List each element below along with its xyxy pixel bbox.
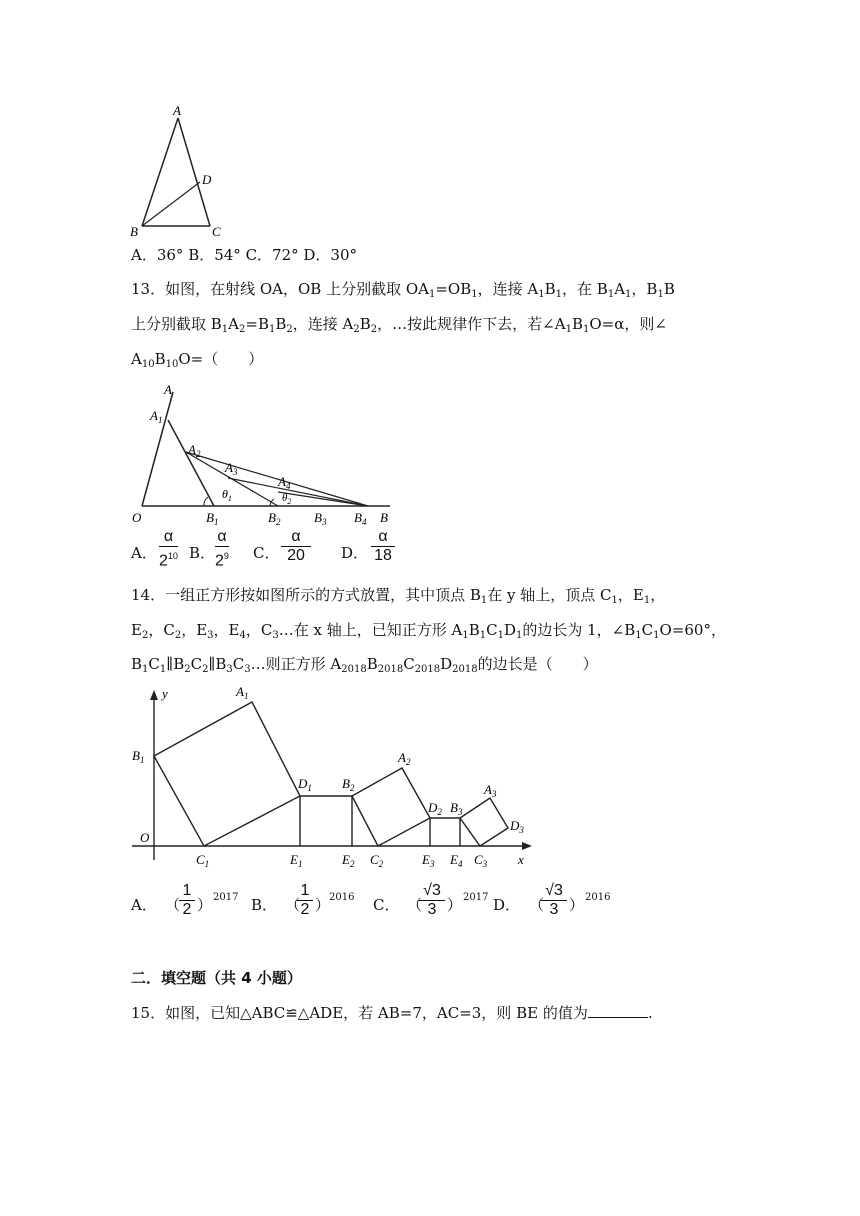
q14-options: A． （ $\frac{1}{2}$ ） 2017 B． （ $\frac{1}{2}$ ） 2016 C． （ $\frac{√3}{3}$ ） 2017 D． （ $\frac{√3}{3}$ ） 2016	[131, 882, 611, 918]
q12-triangle-figure	[128, 100, 238, 240]
svg-text:θ1: $\theta_1$	[222, 487, 232, 503]
svg-text:E2: $E_2$	[342, 852, 355, 869]
section-heading: 二．填空题（共 4 小题）	[131, 969, 302, 987]
q14-text-line-2: $E_2$，$C_2$，$E_3$，$E_4$，$C_3\dots$在 x 轴上，已知正方形 $A_1B_1C_1D_1$的边长为 1，$\angle B_1C_1O=60^\circ$，	[131, 621, 726, 641]
svg-text:A3: $A_3$	[225, 460, 238, 477]
svg-text:B1: $B_1$	[132, 748, 145, 765]
q13-text-line-1: 13．如图，在射线 OA，OB 上分别截取 $OA_1=OB_1$，连接 $A_1B_1$，在 $B_1A_1$，$B_1B$	[131, 280, 675, 300]
svg-text:B: B	[380, 510, 388, 525]
svg-text:B2: $B_2$	[342, 776, 355, 793]
svg-text:A1: $A_1$	[150, 408, 163, 425]
q12-label-b: B	[130, 224, 138, 239]
svg-text:B3: $B_3$	[450, 800, 463, 817]
svg-text:B2: $B_2$	[268, 510, 281, 525]
svg-text:x: x	[518, 852, 524, 867]
svg-text:A: A	[164, 382, 172, 397]
svg-text:C1: $C_1$	[196, 852, 210, 869]
svg-text:A2: $A_2$	[188, 442, 201, 459]
svg-text:B4: $B_4$	[354, 510, 367, 525]
q12-label-a: A	[173, 103, 181, 118]
q13-text-line-3: $A_{10}B_{10}O=$（ ）	[131, 350, 264, 370]
q12-options: A．36° B．54° C．72° D．30°	[131, 246, 358, 264]
q13-ray-figure	[128, 380, 398, 525]
q15-text: 15．如图，已知△ABC≌△ADE，若 AB=7，AC=3，则 BE 的值为 .	[131, 1004, 653, 1022]
svg-text:y: y	[162, 686, 168, 701]
svg-text:D1: $D_1$	[298, 776, 312, 793]
svg-text:E1: $E_1$	[290, 852, 303, 869]
q12-label-c: C	[212, 224, 221, 239]
svg-text:B1: $B_1$	[206, 510, 219, 525]
svg-text:D3: $D_3$	[510, 818, 524, 835]
svg-text:D2: $D_2$	[428, 800, 442, 817]
svg-text:θ2: $\theta_2$	[282, 492, 292, 506]
answer-blank[interactable]	[588, 1003, 648, 1018]
svg-text:B3: $B_3$	[314, 510, 327, 525]
q14-text-line-3: $B_1C_1\parallel B_2C_2\parallel B_3C_3\dots$则正方形 $A_{2018}B_{2018}C_{2018}D_{2018}$的边长是（ ）	[131, 655, 598, 675]
svg-text:O: O	[140, 830, 150, 845]
svg-text:O: O	[132, 510, 142, 525]
q13-text-line-2: 上分别截取 $B_1A_2=B_1B_2$，连接 $A_2B_2$，…按此规律作下去，若$\angle A_1B_1O=\alpha$，则∠	[131, 315, 667, 335]
svg-text:C3: $C_3$	[474, 852, 488, 869]
svg-text:C2: $C_2$	[370, 852, 384, 869]
svg-text:A3: $A_3$	[484, 782, 497, 799]
svg-text:A1: $A_1$	[236, 684, 249, 701]
q14-squares-figure	[128, 684, 538, 874]
q12-label-d: D	[202, 172, 212, 187]
svg-text:E4: $E_4$	[450, 852, 463, 869]
svg-text:A2: $A_2$	[398, 750, 411, 767]
svg-text:E3: $E_3$	[422, 852, 435, 869]
svg-text:A4: $A_4$	[278, 474, 291, 491]
q14-text-line-1: 14．一组正方形按如图所示的方式放置，其中顶点 $B_1$在 y 轴上，顶点 $C_1$，$E_1$，	[131, 586, 666, 606]
